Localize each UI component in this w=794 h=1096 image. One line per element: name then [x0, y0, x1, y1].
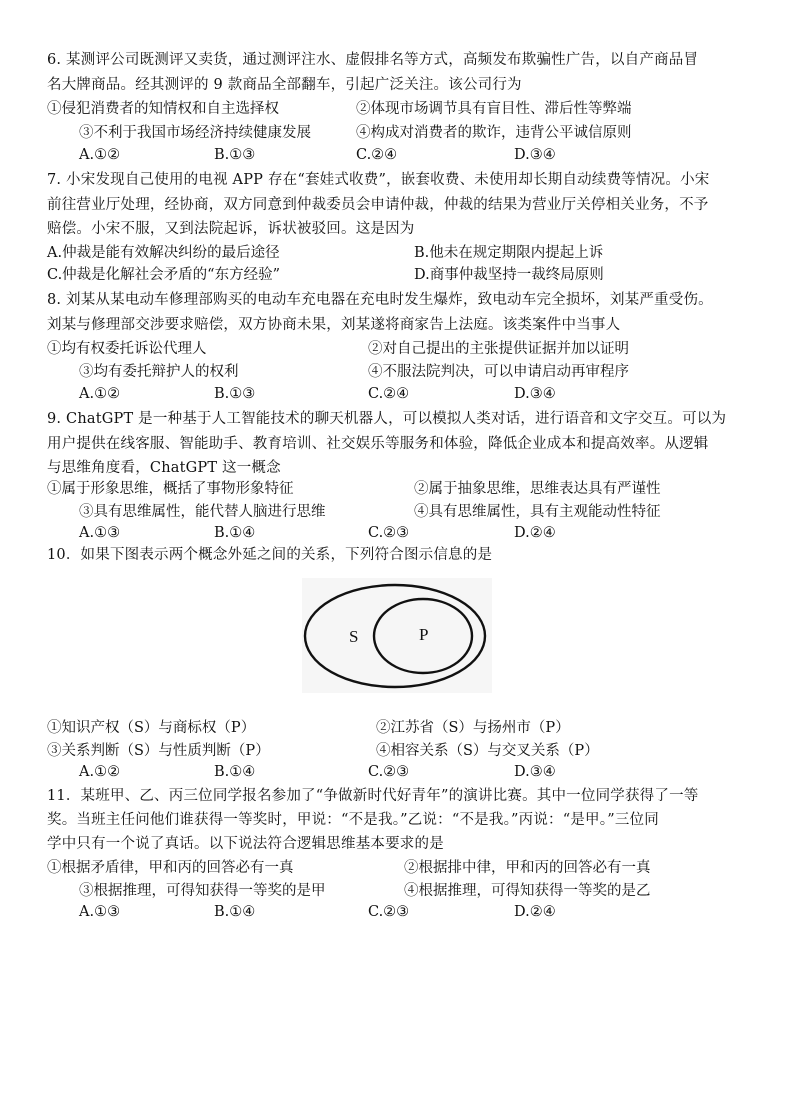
q11-choice-a: A.①③: [79, 904, 121, 920]
q11-stem-line-3: 学中只有一个说了真话。以下说法符合逻辑思维基本要求的是: [47, 836, 444, 852]
q8-choice-d: D.③④: [514, 386, 556, 402]
q11-choice-c: C.②③: [368, 904, 410, 920]
q8-choice-b: B.①③: [214, 386, 256, 402]
q10-choice-b: B.①④: [214, 764, 256, 780]
q9-stem-line-2: 用户提供在线客服、智能助手、教育培训、社交娱乐等服务和体验，降低企业成本和提高效率。从逻辑: [47, 436, 709, 452]
q11-choice-d: D.②④: [514, 904, 556, 920]
q7-choice-b: B.他未在规定期限内提起上诉: [414, 245, 604, 261]
q9-choice-b: B.①④: [214, 525, 256, 541]
q8-choice-c: C.②④: [368, 386, 410, 402]
q10-statement-4: ④相容关系（S）与交叉关系（P）: [376, 743, 599, 759]
q11-stem-line-1: 11．某班甲、乙、丙三位同学报名参加了“争做新时代好青年”的演讲比赛。其中一位同学获得了一等: [47, 788, 699, 804]
q8-stem-line-2: 刘某与修理部交涉要求赔偿，双方协商未果，刘某遂将商家告上法庭。该类案件中当事人: [47, 317, 621, 333]
q11-stem-line-2: 奖。当班主任问他们谁获得一等奖时，甲说：“不是我。”乙说：“不是我。”丙说：“是甲。”三位同: [47, 812, 659, 828]
q6-statement-1: ①侵犯消费者的知情权和自主选择权: [47, 101, 279, 117]
q7-stem-line-3: 赔偿。小宋不服，又到法院起诉，诉状被驳回。这是因为: [47, 221, 415, 237]
q10-statement-2: ②江苏省（S）与扬州市（P）: [376, 720, 570, 736]
q10-statement-1: ①知识产权（S）与商标权（P）: [47, 720, 256, 736]
q11-statement-4: ④根据推理，可得知获得一等奖的是乙: [404, 883, 651, 899]
q6-choice-d: D.③④: [514, 147, 556, 163]
q8-statement-4: ④不服法院判决，可以申请启动再审程序: [368, 364, 629, 380]
q8-statement-2: ②对自己提出的主张提供证据并加以证明: [368, 341, 629, 357]
q9-statement-4: ④具有思维属性，具有主观能动性特征: [414, 504, 661, 520]
q10-choice-a: A.①②: [79, 764, 121, 780]
q7-choice-c: C.仲裁是化解社会矛盾的“东方经验”: [47, 267, 281, 283]
q9-choice-a: A.①③: [79, 525, 121, 541]
q6-statement-3: ③不利于我国市场经济持续健康发展: [79, 125, 311, 141]
q9-statement-2: ②属于抽象思维，思维表达具有严谨性: [414, 481, 661, 497]
q7-stem-line-1: 7. 小宋发现自己使用的电视 APP 存在“套娃式收费”，嵌套收费、未使用却长期自动续费等情况。小宋: [47, 172, 710, 188]
q11-statement-1: ①根据矛盾律，甲和丙的回答必有一真: [47, 860, 294, 876]
q10-stem-line-1: 10．如果下图表示两个概念外延之间的关系，下列符合图示信息的是: [47, 547, 493, 563]
q6-choice-c: C.②④: [356, 147, 398, 163]
q9-stem-line-1: 9. ChatGPT 是一种基于人工智能技术的聊天机器人，可以模拟人类对话，进行语音和文字交互。可以为: [47, 411, 727, 427]
q9-stem-line-3: 与思维角度看，ChatGPT 这一概念: [47, 460, 281, 476]
q6-stem-line-2: 名大牌商品。经其测评的 9 款商品全部翻车，引起广泛关注。该公司行为: [47, 77, 522, 93]
q9-choice-c: C.②③: [368, 525, 410, 541]
q7-choice-d: D.商事仲裁坚持一裁终局原则: [414, 267, 604, 283]
q10-statement-3: ③关系判断（S）与性质判断（P）: [47, 743, 270, 759]
q7-stem-line-2: 前往营业厅处理，经协商，双方同意到仲裁委员会申请仲裁，仲裁的结果为营业厅关停相关业务，不予: [47, 197, 709, 213]
q8-statement-1: ①均有权委托诉讼代理人: [47, 341, 207, 357]
q7-choice-a: A.仲裁是能有效解决纠纷的最后途径: [47, 245, 280, 261]
q9-statement-1: ①属于形象思维，概括了事物形象特征: [47, 481, 294, 497]
q11-choice-b: B.①④: [214, 904, 256, 920]
venn-label-s: S: [349, 627, 359, 646]
q11-statement-3: ③根据推理，可得知获得一等奖的是甲: [79, 883, 326, 899]
q6-statement-2: ②体现市场调节具有盲目性、滞后性等弊端: [356, 101, 632, 117]
q8-choice-a: A.①②: [79, 386, 121, 402]
q8-stem-line-1: 8. 刘某从某电动车修理部购买的电动车充电器在充电时发生爆炸，致电动车完全损坏，刘某严重受伤。: [47, 292, 713, 308]
outer-ellipse-s: [305, 585, 485, 687]
q6-choice-a: A.①②: [79, 147, 121, 163]
q10-choice-c: C.②③: [368, 764, 410, 780]
q6-statement-4: ④构成对消费者的欺诈，违背公平诚信原则: [356, 125, 632, 141]
venn-diagram: [302, 578, 492, 693]
q9-statement-3: ③具有思维属性，能代替人脑进行思维: [79, 504, 326, 520]
q6-stem-line-1: 6. 某测评公司既测评又卖货，通过测评注水、虚假排名等方式，高频发布欺骗性广告，以自产商品冒: [47, 52, 699, 68]
q9-choice-d: D.②④: [514, 525, 556, 541]
q11-statement-2: ②根据排中律，甲和丙的回答必有一真: [404, 860, 651, 876]
q6-choice-b: B.①③: [214, 147, 256, 163]
q8-statement-3: ③均有委托辩护人的权利: [79, 364, 239, 380]
q10-choice-d: D.③④: [514, 764, 556, 780]
venn-label-p: P: [419, 625, 429, 644]
